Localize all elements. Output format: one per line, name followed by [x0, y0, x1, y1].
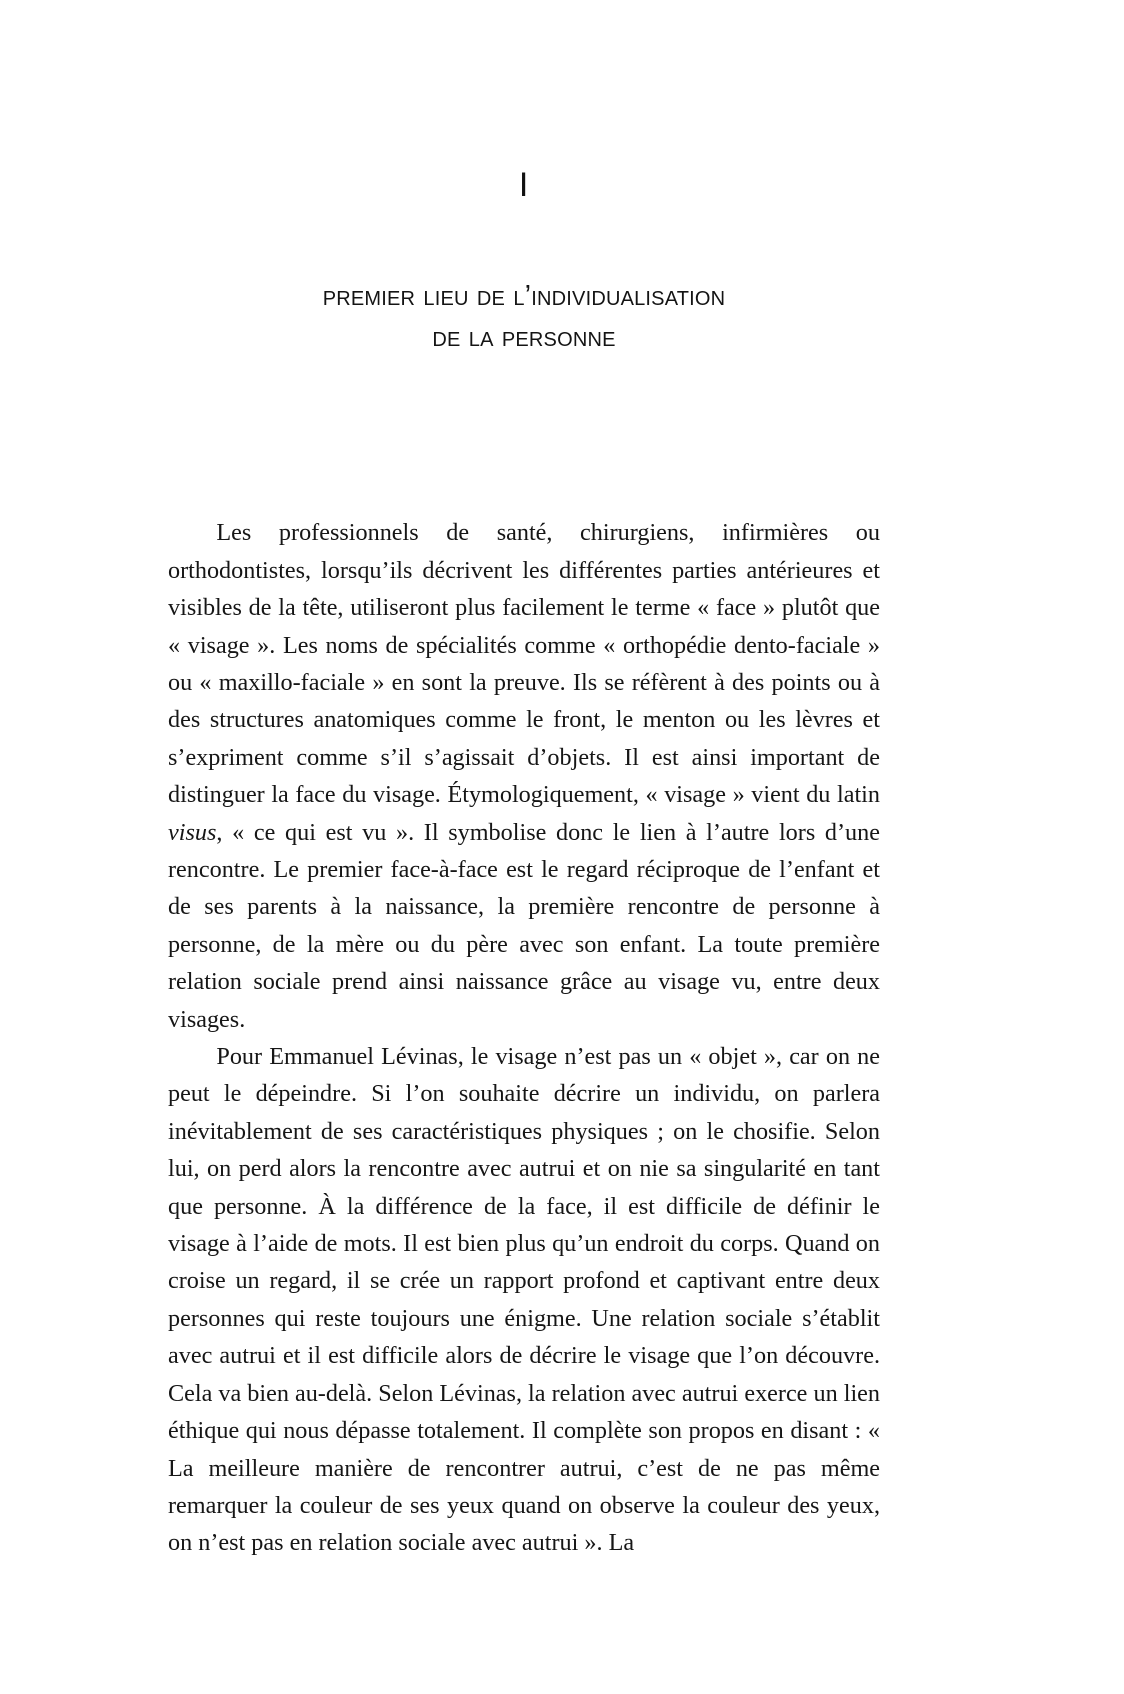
chapter-title — [168, 276, 880, 358]
paragraph-1-text-before-italic: Les professionnels de santé, chirurgiens, infirmières ou orthodontistes, lorsqu’ils décrivent les différentes parties antérieures et visibles de la tête, utiliseront plus facilement le terme « face » plutôt que « visage ». Les noms de spécialités comme « orthopédie dento-faciale » ou « maxillo-faciale » en sont la preuve. Ils se réfèrent à des points ou à des structures anatomiques comme le front, le menton ou les lèvres et s’expriment comme s’il s’agissait d’objets. Il est ainsi important de distinguer la face du visage. Étymologiquement, « visage » vient du latin — [168, 519, 880, 809]
paragraph-1 — [168, 514, 880, 1038]
body-copy — [168, 514, 880, 1561]
latin-term-visus: visus — [168, 818, 217, 846]
chapter-title-line-2: de la personne — [432, 321, 616, 354]
paragraph-2: Pour Emmanuel Lévinas, le visage n’est pas un « objet », car on ne peut le dépeindre. Si l’on souhaite décrire un individu, on parlera inévitablement de ses caractéristiques physiques ; on le chosifie. Selon lui, on perd alors la rencontre avec autrui et on nie sa singularité en tant que personne. À la différence de la face, il est difficile de définir le visage à l’aide de mots. Il est bien plus qu’un endroit du corps. Quand on croise un regard, il se crée un rapport profond et captivant entre deux personnes qui reste toujours une énigme. Une relation sociale s’établit avec autrui et il est difficile alors de décrire le visage que l’on découvre. Cela va bien au-delà. Selon Lévinas, la relation avec autrui exerce un lien éthique qui nous dépasse totalement. Il complète son propos en disant : « La meilleure manière de rencontrer autrui, c’est de ne pas même remarquer la couleur de ses yeux quand on observe la couleur des yeux, on n’est pas en relation sociale avec autrui ». La — [168, 1043, 880, 1557]
chapter-number: I — [518, 166, 530, 204]
text-block — [168, 0, 880, 1562]
paragraph-1-text-after-italic: , « ce qui est vu ». Il symbolise donc le lien à l’autre lors d’une rencontre. Le premier face-à-face est le regard réciproque de l’enfant et de ses parents à la naissance, la première rencontre de personne à personne, de la mère ou du père avec son enfant. La toute première relation sociale prend ainsi naissance grâce au visage vu, entre deux visages. — [168, 818, 880, 1033]
chapter-title-line-1: premier lieu de l’individualisation — [322, 280, 726, 312]
